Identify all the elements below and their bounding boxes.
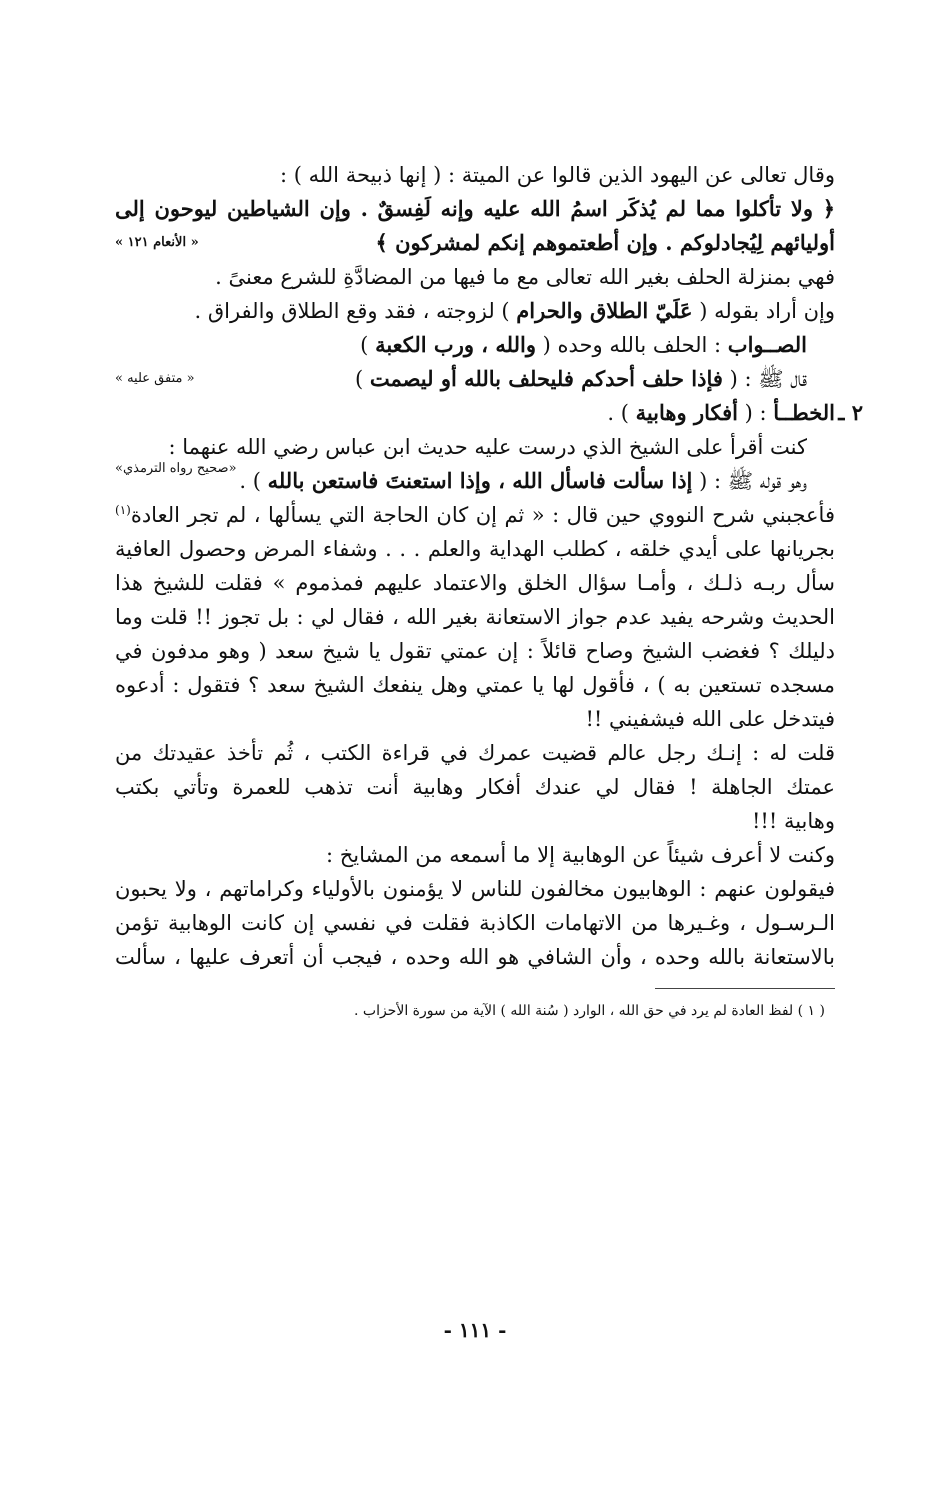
correct-label: الصــواب bbox=[727, 332, 807, 357]
text-line: فيتدخل على الله فيشفيني !! bbox=[585, 707, 835, 731]
text-line: بالاستعانة بالله وحده ، وأن الشافي هو الله وحده ، فيجب أن أتعرف عليها ، سألت bbox=[115, 945, 835, 969]
verse-reference: « الأنعام ١٢١ » bbox=[115, 235, 199, 250]
error-label: الخطــأ bbox=[773, 400, 835, 425]
text-line: وإن أراد بقوله ( عَلَيّ الطلاق والحرام ) لزوجته ، فقد وقع الطلاق والفراق . bbox=[194, 298, 835, 323]
text-line: وهابية !!! bbox=[751, 809, 835, 833]
footnote-divider bbox=[655, 988, 835, 989]
text-line: كنت أقرأ على الشيخ الذي درست عليه حديث ابن عباس رضي الله عنهما : bbox=[168, 435, 807, 459]
page-number: - ١١١ - bbox=[443, 1318, 507, 1342]
text-line: قلت له : إنـك رجل عالم قضيت عمرك في قراءة الكتب ، ثُم تأخذ عقيدتك من bbox=[115, 741, 835, 765]
hadith-reference: «صحيح رواه الترمذي» bbox=[115, 461, 237, 476]
footnote-marker: (١) bbox=[115, 503, 131, 517]
text-line: الـرسـول ، وغـيرها من الاتهامات الكاذبة فقلت في نفسي إن كانت الوهابية تؤمن bbox=[115, 911, 835, 935]
quran-verse-line: ﴿ ولا تأكلوا مما لم يُذكَر اسمُ الله عليه وإنه لَفِسقٌ . وإن الشياطين ليوحون إلى bbox=[115, 196, 835, 221]
text-line: بجريانها على أيدي خلقه ، كطلب الهداية والعلم . . . وشفاء المرض وحصول العافية bbox=[115, 537, 835, 561]
footnote: ( ١ ) لفظ العادة لم يرد في حق الله ، الوارد ( سُنة الله ) الآية من سورة الأحزاب . bbox=[353, 1003, 825, 1019]
text-line: وقال تعالى عن اليهود الذين قالوا عن الميتة : ( إنها ذبيحة الله ) : bbox=[279, 163, 835, 187]
text-line: وكنت لا أعرف شيئاً عن الوهابية إلا ما أسمعه من المشايخ : bbox=[325, 843, 835, 867]
text-line: فأعجبني شرح النووي حين قال : « ثم إن كان الحاجة التي يسألها ، لم تجر العادة$^{(١)}$ bbox=[115, 503, 835, 527]
hadith-line: وهو قوله ﷺ : ( إذا سألت فاسأل الله ، وإذا استعنتَ فاستعن بالله ) . «صحيح رواه الترمذي» bbox=[115, 464, 835, 498]
hadith-reference: « متفق عليه » bbox=[115, 371, 195, 386]
text-line: مسجده تستعين به ) ، فأقول لها يا عمتي وهل ينفعك الشيخ سعد ؟ فتقول : أدعوه bbox=[115, 673, 835, 697]
quran-verse-line: أوليائهم لِيُجادلوكم . وإن أطعتموهم إنكم لمشركون ﴾ « الأنعام ١٢١ » bbox=[115, 226, 835, 260]
correct-heading-line: الصــواب : الحلف بالله وحده ( والله ، ورب الكعبة ) bbox=[360, 332, 807, 357]
text-line: الحديث وشرحه يفيد عدم جواز الاستعانة بغير الله ، فقال لي : بل تجوز !! قلت وما bbox=[115, 605, 835, 629]
text-line: فيقولون عنهم : الوهابيون مخالفون للناس لا يؤمنون بالأولياء وكراماتهم ، ولا يحبون bbox=[115, 877, 835, 901]
page-text-block bbox=[115, 158, 863, 1023]
hadith-line: قال ﷺ : ( فإذا حلف أحدكم فليحلف بالله أو ليصمت ) « متفق عليه » bbox=[115, 362, 835, 396]
text-line: دليلك ؟ فغضب الشيخ وصاح قائلاً : إن عمتي تقول يا شيخ سعد ( وهو مدفون في bbox=[115, 639, 835, 663]
item-number: ٢ ـ bbox=[838, 400, 863, 425]
text-line: سأل ربـه ذلـك ، وأمـا سؤال الخلق والاعتماد عليهم فمذموم » فقلت للشيخ هذا bbox=[115, 571, 835, 595]
text-line: فهي بمنزلة الحلف بغير الله تعالى مع ما فيها من المضادَّةِ للشرع معنىً . bbox=[215, 265, 835, 289]
text-line: عمتك الجاهلة ! فقال لي عندك أفكار وهابية أنت تذهب للعمرة وتأتي بكتب bbox=[115, 775, 835, 799]
error-heading-line: ٢ ـ الخطــأ : ( أفكار وهابية ) . bbox=[115, 396, 835, 430]
